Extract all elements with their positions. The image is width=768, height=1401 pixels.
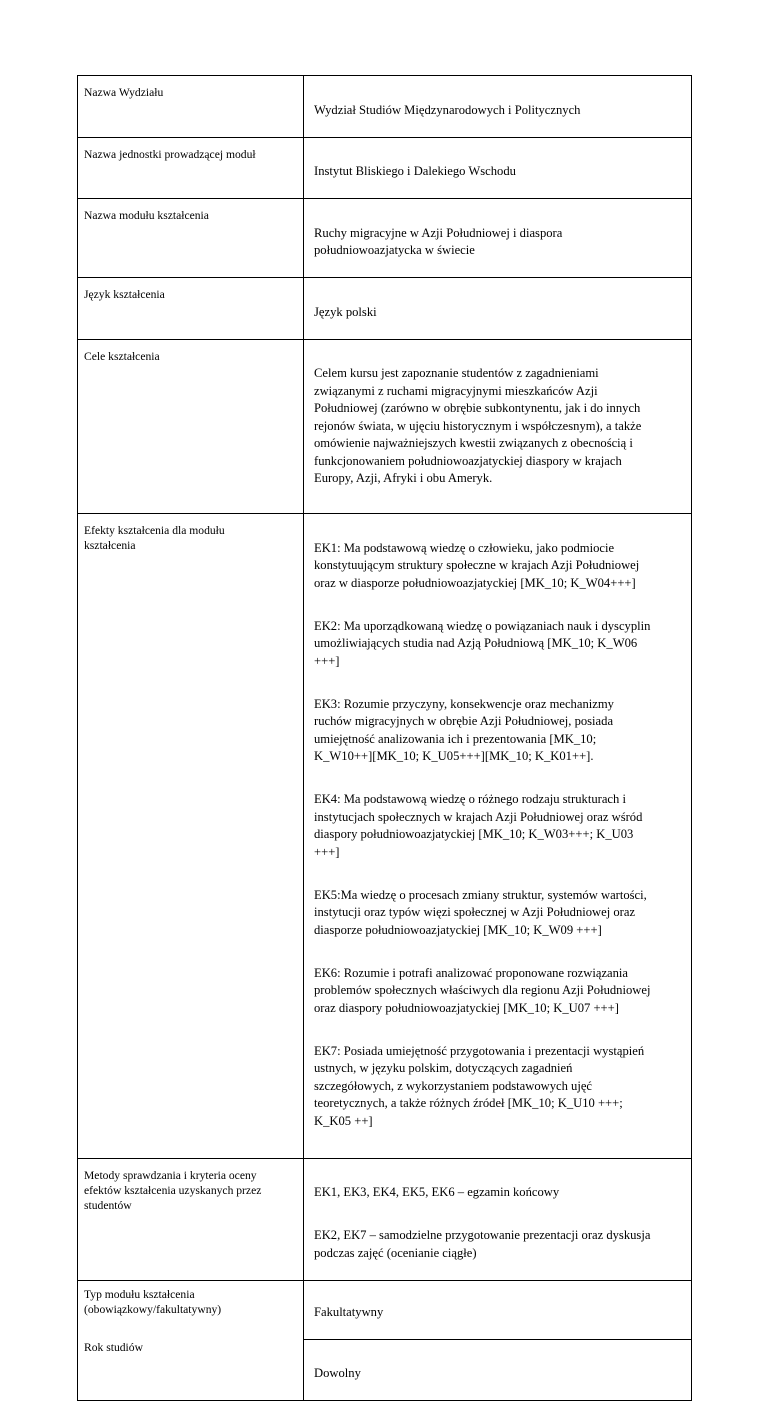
row-label-cell (78, 278, 304, 340)
table-row (78, 1280, 692, 1340)
table-row (78, 1340, 692, 1401)
row-label-cell (78, 339, 304, 514)
row-value-cell (304, 278, 692, 340)
row-label: Nazwa modułu kształcenia (84, 209, 209, 222)
row-label: Rok studiów (84, 1340, 143, 1354)
row-label-cell (78, 1280, 304, 1340)
row-value-cell (304, 199, 692, 278)
row-label: Typ modułu kształcenia (obowiązkowy/fakultatywny) (84, 1287, 222, 1316)
table-row (78, 339, 692, 514)
row-value-cell (304, 1158, 692, 1280)
row-label-cell (78, 76, 304, 138)
row-value-cell (304, 137, 692, 199)
row-label: Język kształcenia (84, 288, 165, 301)
module-description-table (77, 75, 692, 1401)
row-value: Instytut Bliskiego i Dalekiego Wschodu (314, 164, 516, 178)
row-label: Nazwa Wydziału (84, 86, 164, 99)
row-label: Nazwa jednostki prowadzącej moduł (84, 147, 256, 161)
row-value: Wydział Studiów Międzynarodowych i Politycznych (314, 102, 581, 117)
row-label-cell (78, 1340, 304, 1401)
row-label-cell (78, 137, 304, 199)
table-row (78, 1158, 692, 1280)
row-label: Cele kształcenia (84, 349, 160, 363)
row-value-cell (304, 1280, 692, 1340)
learning-outcome: EK4: Ma podstawową wiedzę o różnego rodzaju strukturach i instytucjach społecznych w krajach Azji Południowej oraz wśród diaspory południowoazjatyckiej [MK_10; K_W03+++; K_U03 +++] (314, 792, 643, 859)
row-label-cell (78, 1158, 304, 1280)
learning-outcome: EK1: Ma podstawową wiedzę o człowieku, jako podmiocie konstytuującym struktury społeczne w krajach Azji Południowej oraz w diasporze południowoazjatyckiej [MK_10; K_W04+++] (314, 540, 640, 590)
learning-outcome: EK2: Ma uporządkowaną wiedzę o powiązaniach nauk i dyscyplin umożliwiających studia nad Azją Południową [MK_10; K_W06 +++] (314, 618, 651, 668)
row-value-cell (304, 514, 692, 1159)
table-row (78, 514, 692, 1159)
row-label: Metody sprawdzania i kryteria oceny efektów kształcenia uzyskanych przez studentów (84, 1168, 262, 1212)
table-row (78, 278, 692, 340)
row-value: Ruchy migracyjne w Azji Południowej i diaspora południowoazjatycka w świecie (314, 225, 563, 257)
row-value-cell (304, 339, 692, 514)
learning-outcome: EK7: Posiada umiejętność przygotowania i prezentacji wystąpień ustnych, w języku polskim, dotyczących zagadnień szczegółowych, z wykorzystaniem podstawowych ujęć teoretycznych, a także różnych źródeł [MK_10; K_U10 +++; K_K05 ++] (314, 1043, 645, 1128)
table-row (78, 199, 692, 278)
learning-outcome: EK5:Ma wiedzę o procesach zmiany struktur, systemów wartości, instytucji oraz typów więzi społecznej w Azji Południowej oraz diasporze południowoazjatyckiej [MK_10; K_W09 +++] (314, 887, 647, 937)
learning-outcome: EK3: Rozumie przyczyny, konsekwencje oraz mechanizmy ruchów migracyjnych w obrębie Azji Południowej, posiada umiejętność analizowania ich i prezentowania [MK_10; K_W10++][MK_10; K_U05+++][MK_10; K_K01++]. (314, 696, 614, 763)
row-label: Efekty kształcenia dla modułu kształcenia (84, 524, 225, 552)
row-label-cell (78, 514, 304, 1159)
table-row (78, 76, 692, 138)
row-value: Dowolny (314, 1365, 361, 1380)
row-value: Celem kursu jest zapoznanie studentów z zagadnieniami związanymi z ruchami migracyjnymi mieszkańców Azji Południowej (zarówno w obrębie subkontynentu, jak i do innych rejonów świata, w ujęciu historycznym i współczesnym), a także omówienie najważniejszych kwestii związanych z obecnością i funkcjonowaniem południowoazjatyckiej diaspory w krajach Europy, Azji, Afryki i obu Ameryk. (314, 366, 642, 485)
row-value-cell (304, 76, 692, 138)
assessment-method: EK2, EK7 – samodzielne przygotowanie prezentacji oraz dyskusja podczas zajęć (ocenianie ciągłe) (314, 1228, 651, 1260)
table-row (78, 137, 692, 199)
assessment-method: EK1, EK3, EK4, EK5, EK6 – egzamin końcowy (314, 1185, 560, 1199)
learning-outcome: EK6: Rozumie i potrafi analizować proponowane rozwiązania problemów społecznych właściwych dla regionu Azji Południowej oraz diaspory południowoazjatyckiej [MK_10; K_U07 +++] (314, 965, 651, 1015)
row-value: Język polski (314, 304, 377, 319)
row-label-cell (78, 199, 304, 278)
row-value-cell (304, 1340, 692, 1401)
row-value: Fakultatywny (314, 1305, 384, 1319)
